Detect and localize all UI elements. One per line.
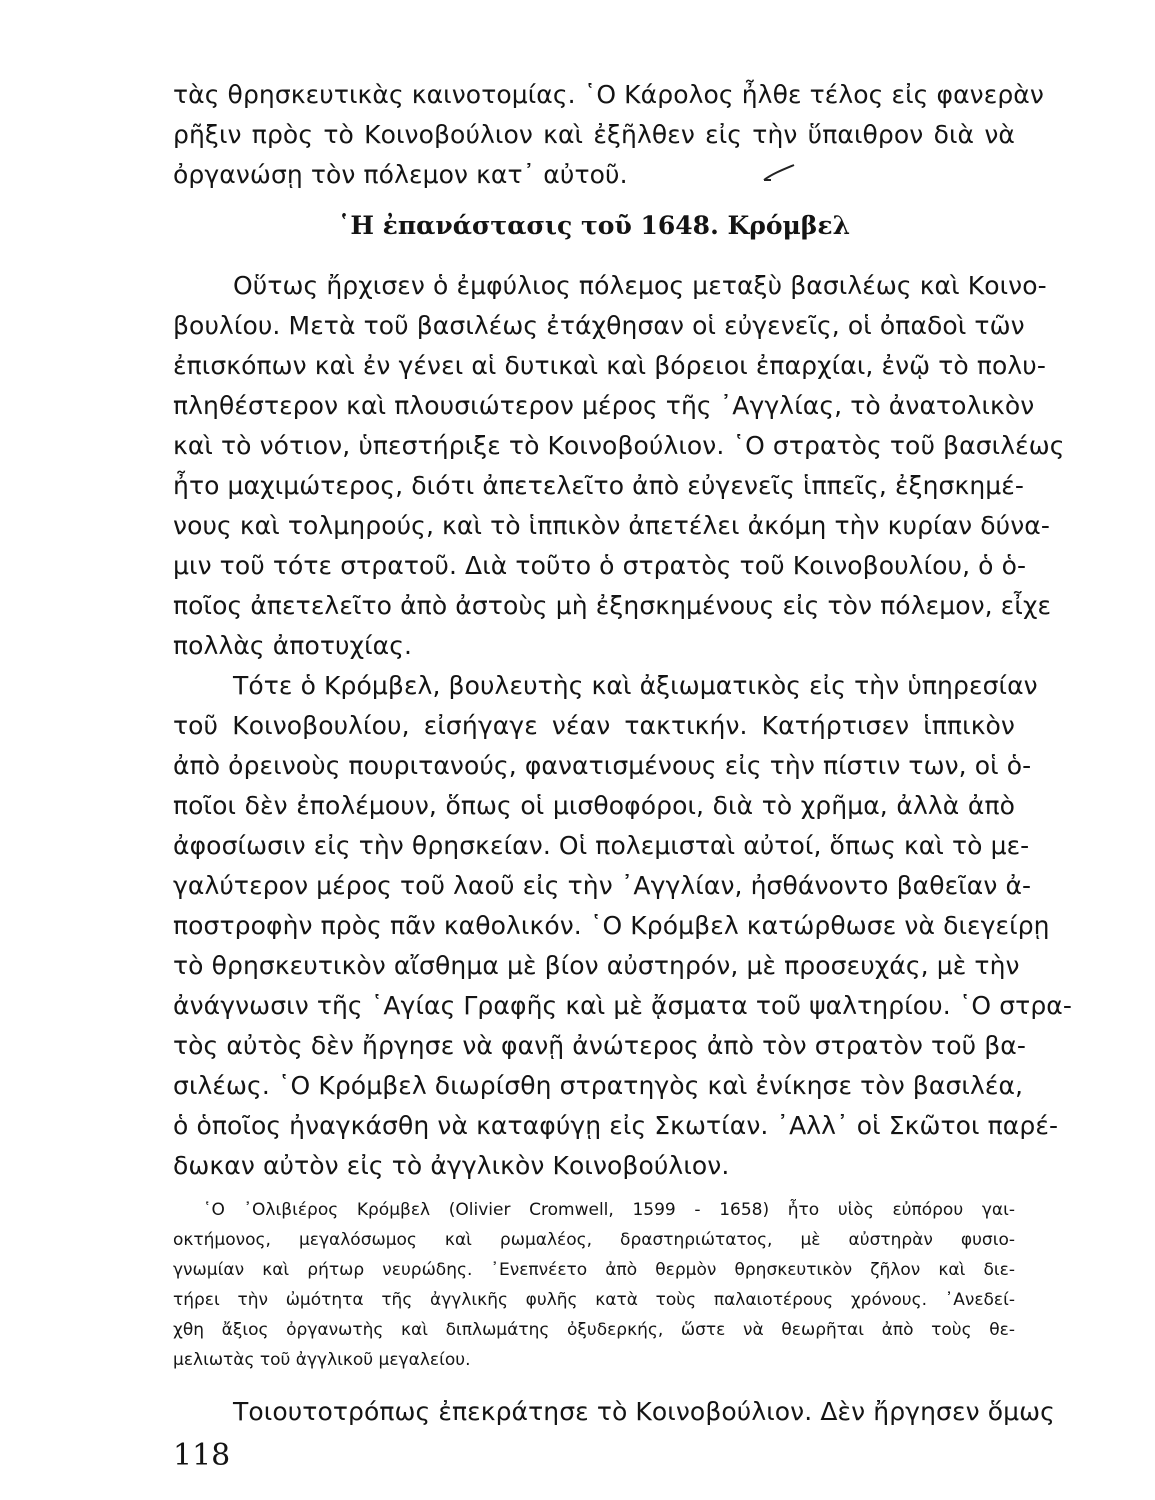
text-line: ποῖος ἀπετελεῖτο ἀπὸ ἀστοὺς μὴ ἐξησκημένους εἰς τὸν πόλεμον, εἶχε xyxy=(173,591,1052,620)
footnote-line: οκτήμονος, μεγαλόσωμος καὶ ρωμαλέος, δραστηριώτατος, μὲ αὐστηρὰν φυσιο- xyxy=(173,1230,1015,1250)
footnote-line: γνωμίαν καὶ ρήτωρ νευρώδης. ᾽Ενεπνέετο ἀπὸ θερμὸν θρησκευτικὸν ζῆλον καὶ διε- xyxy=(173,1260,1015,1280)
text-line: γαλύτερον μέρος τοῦ λαοῦ εἰς τὴν ᾽Αγγλίαν, ἠσθάνοντο βαθεῖαν ἀ- xyxy=(173,871,1032,900)
text-line: τὸ θρησκευτικὸν αἴσθημα μὲ βίον αὐστηρόν, μὲ προσευχάς, μὲ τὴν xyxy=(173,951,1020,980)
text-line: δωκαν αὐτὸν εἰς τὸ ἀγγλικὸν Κοινοβούλιον. xyxy=(173,1151,730,1180)
text-line: ὁ ὁποῖος ἠναγκάσθη νὰ καταφύγῃ εἰς Σκωτίαν. ᾽Αλλ᾽ οἱ Σκῶτοι παρέ- xyxy=(173,1111,1059,1140)
text-line: πολλὰς ἀποτυχίας. xyxy=(173,631,413,660)
text-line: ὀργανώσῃ τὸν πόλεμον κατ᾽ αὐτοῦ. xyxy=(173,160,628,189)
text-line: βουλίου. Μετὰ τοῦ βασιλέως ἐτάχθησαν οἱ εὐγενεῖς, οἱ ὀπαδοὶ τῶν xyxy=(173,311,1025,340)
footnote-line: ῾Ο ᾽Ολιβιέρος Κρόμβελ (Olivier Cromwell, 1599 - 1658) ἦτο υἱὸς εὐπόρου γαι- xyxy=(203,1200,1015,1220)
footnote-line: τήρει τὴν ὠμότητα τῆς ἀγγλικῆς φυλῆς κατὰ τοὺς παλαιοτέρους χρόνους. ᾽Ανεδεί- xyxy=(173,1290,1015,1310)
footnote-line: χθη ἄξιος ὀργανωτὴς καὶ διπλωμάτης ὀξυδερκής, ὥστε νὰ θεωρῆται ἀπὸ τοὺς θε- xyxy=(173,1320,1015,1340)
text-line: νους καὶ τολμηρούς, καὶ τὸ ἱππικὸν ἀπετέλει ἀκόμη τὴν κυρίαν δύνα- xyxy=(173,511,1051,540)
text-line: τοῦ Κοινοβουλίου, εἰσήγαγε νέαν τακτικήν. Κατήρτισεν ἱππικὸν xyxy=(173,711,1015,740)
text-line: καὶ τὸ νότιον, ὑπεστήριξε τὸ Κοινοβούλιον. ῾Ο στρατὸς τοῦ βασιλέως xyxy=(173,431,1065,460)
footnote-line: μελιωτὰς τοῦ ἀγγλικοῦ μεγαλείου. xyxy=(173,1350,471,1370)
text-line: ρῆξιν πρὸς τὸ Κοινοβούλιον καὶ ἐξῆλθεν εἰς τὴν ὕπαιθρον διὰ νὰ xyxy=(173,120,1015,149)
text-line: τὸς αὐτὸς δὲν ἤργησε νὰ φανῇ ἀνώτερος ἀπὸ τὸν στρατὸν τοῦ βα- xyxy=(173,1031,1026,1060)
section-heading: ῾Η ἐπανάστασις τοῦ 1648. Κρόμβελ xyxy=(337,211,851,240)
text-line: ποστροφὴν πρὸς πᾶν καθολικόν. ῾Ο Κρόμβελ κατώρθωσε νὰ διεγείρῃ xyxy=(173,911,1050,940)
closing-line: Τοιουτοτρόπως ἐπεκράτησε τὸ Κοινοβούλιον. Δὲν ἤργησεν ὅμως xyxy=(233,1397,1055,1426)
pen-mark-icon xyxy=(762,162,796,184)
text-line: τὰς θρησκευτικὰς καινοτομίας. ῾Ο Κάρολος ἦλθε τέλος εἰς φανερὰν xyxy=(173,80,1044,109)
text-line: πληθέστερον καὶ πλουσιώτερον μέρος τῆς ᾽Αγγλίας, τὸ ἀνατολικὸν xyxy=(173,391,1035,420)
text-line: ἦτο μαχιμώτερος, διότι ἀπετελεῖτο ἀπὸ εὐγενεῖς ἱππεῖς, ἐξησκημέ- xyxy=(173,471,1025,500)
text-line: ἀφοσίωσιν εἰς τὴν θρησκείαν. Οἱ πολεμισταὶ αὐτοί, ὅπως καὶ τὸ με- xyxy=(173,831,1030,860)
text-line: ποῖοι δὲν ἐπολέμουν, ὅπως οἱ μισθοφόροι, διὰ τὸ χρῆμα, ἀλλὰ ἀπὸ xyxy=(173,791,1015,820)
text-line: μιν τοῦ τότε στρατοῦ. Διὰ τοῦτο ὁ στρατὸς τοῦ Κοινοβουλίου, ὁ ὁ- xyxy=(173,551,1027,580)
page-number: 118 xyxy=(173,1438,231,1473)
text-line: σιλέως. ῾Ο Κρόμβελ διωρίσθη στρατηγὸς καὶ ἐνίκησε τὸν βασιλέα, xyxy=(173,1071,1024,1100)
text-line: ἐπισκόπων καὶ ἐν γένει αἱ δυτικαὶ καὶ βόρειοι ἐπαρχίαι, ἐνῷ τὸ πολυ- xyxy=(173,351,1046,380)
text-line: ἀνάγνωσιν τῆς ῾Αγίας Γραφῆς καὶ μὲ ᾄσματα τοῦ ψαλτηρίου. ῾Ο στρα- xyxy=(173,991,1073,1020)
text-line: Οὕτως ἤρχισεν ὁ ἐμφύλιος πόλεμος μεταξὺ βασιλέως καὶ Κοινο- xyxy=(233,271,1047,300)
text-line: ἀπὸ ὀρεινοὺς πουριτανούς, φανατισμένους εἰς τὴν πίστιν των, οἱ ὁ- xyxy=(173,751,1032,780)
text-line: Τότε ὁ Κρόμβελ, βουλευτὴς καὶ ἀξιωματικὸς εἰς τὴν ὑπηρεσίαν xyxy=(233,671,1038,700)
